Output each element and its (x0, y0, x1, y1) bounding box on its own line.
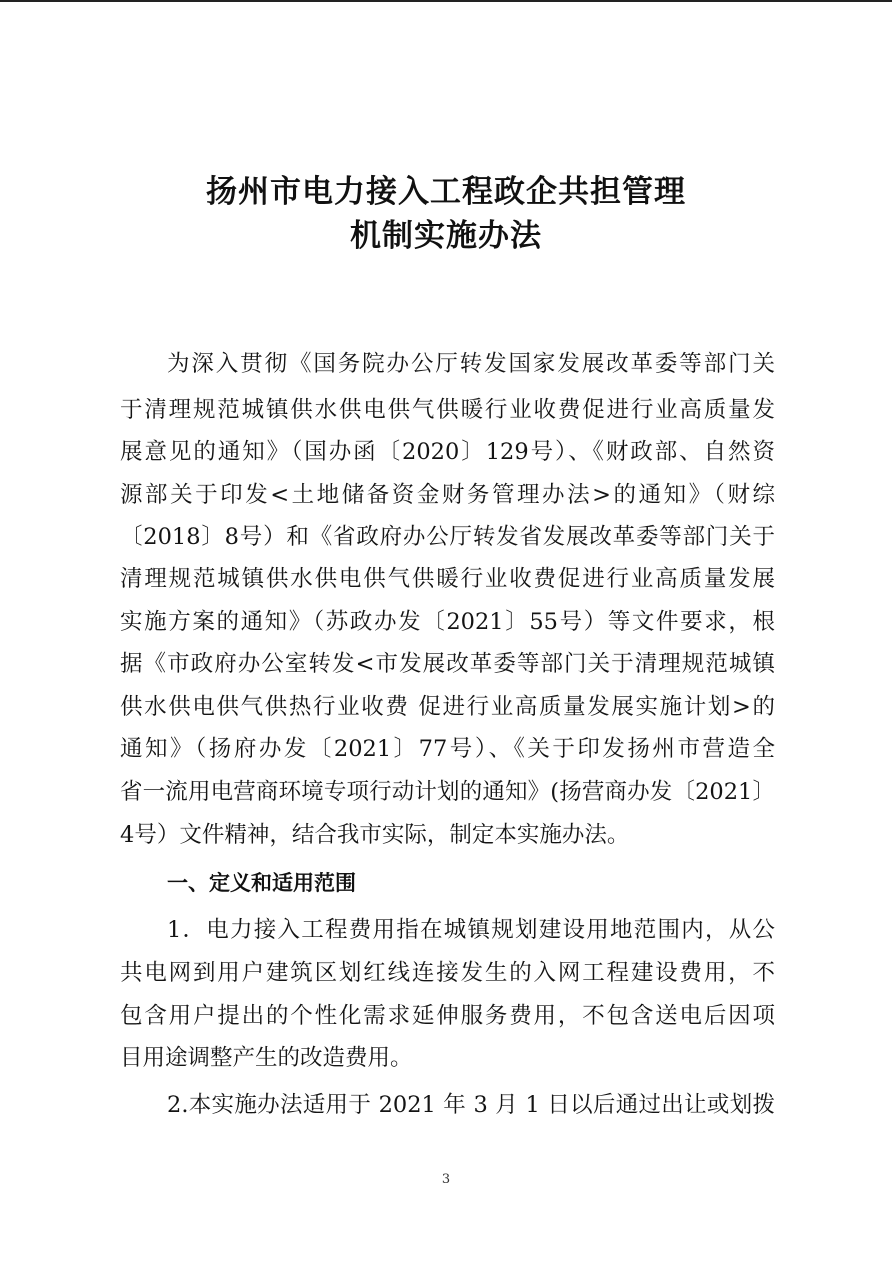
item1-line-3: 包含用户提出的个性化需求延伸服务费用，不包含送电后因项 (120, 1003, 775, 1029)
intro-line-8: 据《市政府办公室转发<市发展改革委等部门关于清理规范城镇 (120, 651, 775, 677)
intro-line-9: 供水供电供气供热行业收费 促进行业高质量发展实施计划>的 (120, 694, 775, 720)
intro-line-3: 展意见的通知》（国办函〔2020〕129号）、《财政部、自然资 (120, 439, 775, 465)
intro-line-6: 清理规范城镇供水供电供气供暖行业收费促进行业高质量发展 (120, 566, 775, 592)
intro-line-10: 通知》（扬府办发〔2021〕77号）、《关于印发扬州市营造全 (120, 736, 775, 762)
page-top-border (0, 0, 892, 2)
document-title-line-2: 机制实施办法 (350, 218, 542, 254)
document-title-line-1: 扬州市电力接入工程政企共担管理 (206, 174, 686, 210)
intro-line-12: 4号）文件精神，结合我市实际，制定本实施办法。 (120, 822, 630, 848)
item1-line-4: 目用途调整产生的改造费用。 (120, 1045, 413, 1071)
item1-line-1: 1．电力接入工程费用指在城镇规划建设用地范围内，从公 (167, 917, 775, 943)
intro-line-5: 〔2018〕8号）和《省政府办公厅转发省发展改革委等部门关于 (120, 524, 775, 550)
item2-line-1: 2.本实施办法适用于 2021 年 3 月 1 日以后通过出让或划拨 (167, 1092, 775, 1118)
intro-line-7: 实施方案的通知》（苏政办发〔2021〕55号）等文件要求，根 (120, 609, 775, 635)
intro-line-11: 省一流用电营商环境专项行动计划的通知》(扬营商办发〔2021〕 (120, 779, 775, 805)
intro-line-2: 于清理规范城镇供水供电供气供暖行业收费促进行业高质量发 (120, 397, 775, 423)
intro-line-4: 源部关于印发<土地储备资金财务管理办法>的通知》（财综 (120, 482, 775, 508)
page-number: 3 (441, 1172, 451, 1187)
item1-line-2: 共电网到用户建筑区划红线连接发生的入网工程建设费用，不 (120, 960, 775, 986)
intro-line-1: 为深入贯彻《国务院办公厅转发国家发展改革委等部门关 (167, 351, 775, 377)
section-heading: 一、定义和适用范围 (167, 871, 356, 895)
